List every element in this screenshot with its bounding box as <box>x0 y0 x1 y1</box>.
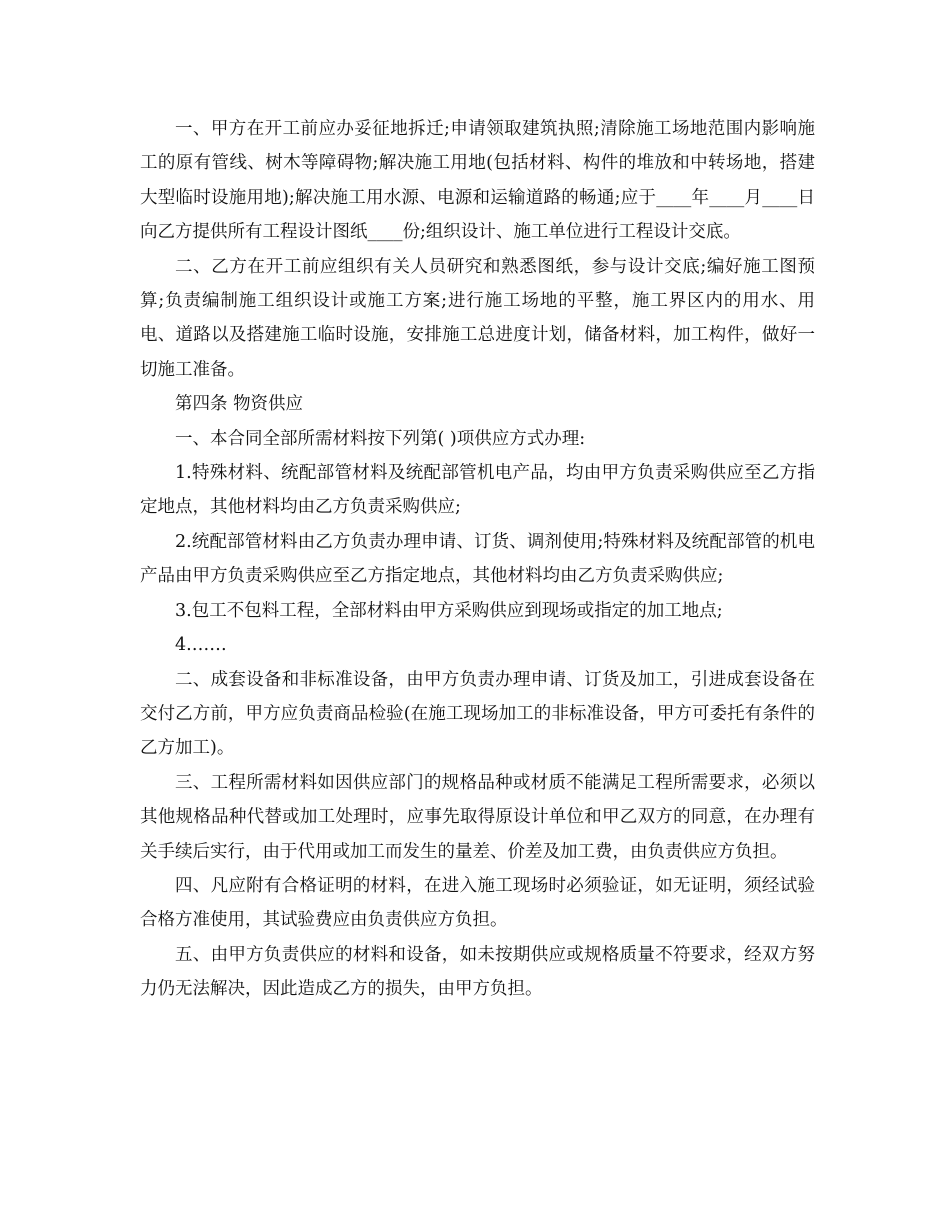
paragraph-1: 一、甲方在开工前应办妥征地拆迁;申请领取建筑执照;清除施工场地范围内影响施工的原有管线、树木等障碍物;解决施工用地(包括材料、构件的堆放和中转场地，搭建大型临时设施用地);解决施工用水源、电源和运输道路的畅通;应于____年____月____日向乙方提供所有工程设计图纸____份;组织设计、施工单位进行工程设计交底。 <box>140 119 815 243</box>
paragraph-equipment: 二、成套设备和非标准设备，由甲方负责办理申请、订货及加工，引进成套设备在交付乙方前，甲方应负责商品检验(在施工现场加工的非标准设备，甲方可委托有条件的乙方加工)。 <box>140 669 815 759</box>
list-item-2: 2.统配部管材料由乙方负责办理申请、订货、调剂使用;特殊材料及统配部管的机电产品由甲方负责采购供应至乙方指定地点，其他材料均由乙方负责采购供应; <box>140 531 815 587</box>
document-page <box>140 112 815 1007</box>
list-item-3: 3.包工不包料工程，全部材料由甲方采购供应到现场或指定的加工地点; <box>175 600 723 621</box>
paragraph-2: 二、乙方在开工前应组织有关人员研究和熟悉图纸，参与设计交底;编好施工图预算;负责编制施工组织设计或施工方案;进行施工场地的平整，施工界区内的用水、用电、道路以及搭建施工临时设施，安排施工总进度计划，储备材料，加工构件，做好一切施工准备。 <box>140 256 815 380</box>
paragraph-certification: 四、凡应附有合格证明的材料，在进入施工现场时必须验证，如无证明，须经试验合格方准使用，其试验费应由负责供应方负担。 <box>140 875 815 931</box>
section-heading-article-4: 第四条 物资供应 <box>175 394 304 415</box>
paragraph-substitution: 三、工程所需材料如因供应部门的规格品种或材质不能满足工程所需要求，必须以其他规格品种代替或加工处理时，应事先取得原设计单位和甲乙双方的同意，在办理有关手续后实行，由于代用或加工而发生的量差、价差及加工费，由负责供应方负担。 <box>140 772 815 862</box>
paragraph-supply-method: 一、本合同全部所需材料按下列第( )项供应方式办理: <box>175 428 586 449</box>
list-item-1: 1.特殊材料、统配部管材料及统配部管机电产品，均由甲方负责采购供应至乙方指定地点，其他材料均由乙方负责采购供应; <box>140 463 815 518</box>
list-item-4: 4.…… <box>175 635 227 656</box>
paragraph-liability: 五、由甲方负责供应的材料和设备，如未按期供应或规格质量不符要求，经双方努力仍无法解决，因此造成乙方的损失，由甲方负担。 <box>140 944 815 1000</box>
